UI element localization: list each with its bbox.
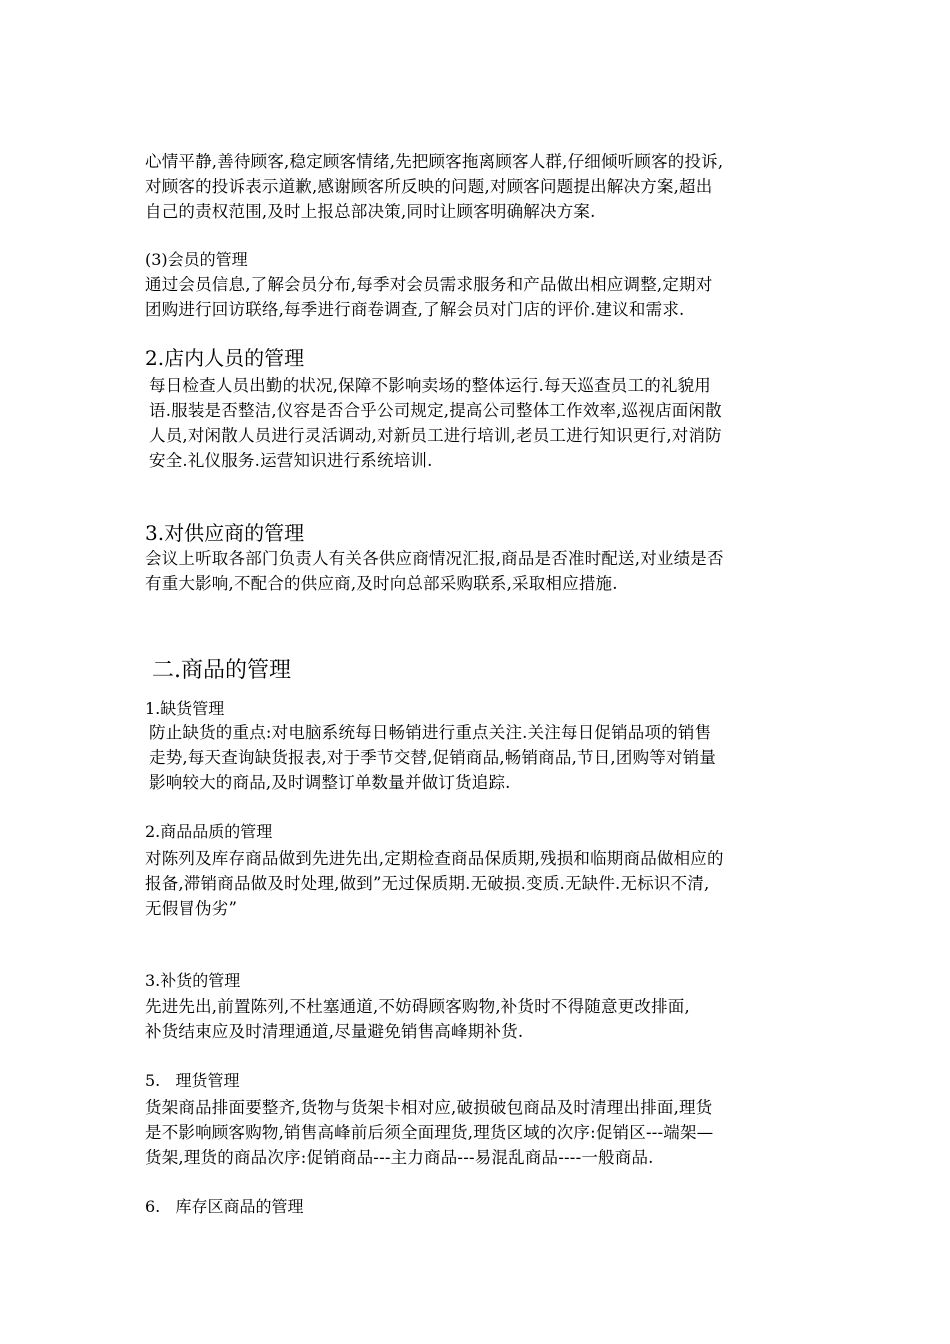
restock-heading: 3.补货的管理 [145, 971, 241, 990]
storage-heading: 6. 库存区商品的管理 [145, 1197, 304, 1216]
supplier-heading: 3.对供应商的管理 [145, 521, 305, 545]
text-line: 会议上听取各部门负责人有关各供应商情况汇报,商品是否准时配送,对业绩是否 [145, 549, 724, 568]
text-line: 走势,每天查询缺货报表,对于季节交替,促销商品,畅销商品,节日,团购等对销量 [149, 748, 717, 767]
text-line: 语.服装是否整洁,仪容是否合乎公司规定,提高公司整体工作效率,巡视店面闲散 [149, 401, 722, 420]
text-line: 货架商品排面要整齐,货物与货架卡相对应,破损破包商品及时清理出排面,理货 [145, 1098, 713, 1117]
section-heading-goods: 二.商品的管理 [152, 658, 291, 683]
text-line: 补货结束应及时清理通道,尽量避免销售高峰期补货. [145, 1022, 524, 1041]
text-line: 货架,理货的商品次序:促销商品---主力商品---易混乱商品----一般商品. [145, 1148, 654, 1167]
arrange-heading: 5. 理货管理 [145, 1071, 240, 1090]
text-line: 安全.礼仪服务.运营知识进行系统培训. [149, 451, 433, 470]
shortage-paragraph [145, 720, 819, 795]
text-line: 对顾客的投诉表示道歉,感谢顾客所反映的问题,对顾客问题提出解决方案,超出 [145, 177, 713, 196]
text-line: 先进先出,前置陈列,不杜塞通道,不妨碍顾客购物,补货时不得随意更改排面, [145, 997, 690, 1016]
arrange-paragraph [145, 1095, 815, 1170]
text-line: 人员,对闲散人员进行灵活调动,对新员工进行培训,老员工进行知识更行,对消防 [149, 426, 722, 445]
intro-paragraph [145, 149, 815, 224]
restock-paragraph [145, 994, 815, 1044]
staff-paragraph [145, 373, 819, 473]
member-paragraph [145, 272, 815, 322]
staff-heading: 2.店内人员的管理 [145, 346, 305, 370]
quality-paragraph [145, 846, 815, 921]
text-line: 团购进行回访联络,每季进行商卷调查,了解会员对门店的评价.建议和需求. [145, 300, 685, 319]
text-line: 防止缺货的重点:对电脑系统每日畅销进行重点关注.关注每日促销品项的销售 [149, 723, 712, 742]
text-line: 自己的责权范围,及时上报总部决策,同时让顾客明确解决方案. [145, 202, 596, 221]
text-line: 心情平静,善待顾客,稳定顾客情绪,先把顾客拖离顾客人群,仔细倾听顾客的投诉, [145, 152, 724, 171]
text-line: 通过会员信息,了解会员分布,每季对会员需求服务和产品做出相应调整,定期对 [145, 275, 713, 294]
text-line: 影响较大的商品,及时调整订单数量并做订货追踪. [149, 773, 511, 792]
text-line: 是不影响顾客购物,销售高峰前后须全面理货,理货区域的次序:促销区---端架— [145, 1123, 714, 1142]
supplier-paragraph [145, 546, 815, 596]
shortage-heading: 1.缺货管理 [145, 699, 225, 718]
text-line: 对陈列及库存商品做到先进先出,定期检查商品保质期,残损和临期商品做相应的 [145, 849, 724, 868]
quality-heading: 2.商品品质的管理 [145, 822, 273, 841]
text-line: 每日检查人员出勤的状况,保障不影响卖场的整体运行.每天巡查员工的礼貌用 [149, 376, 711, 395]
text-line: 报备,滞销商品做及时处理,做到”无过保质期.无破损.变质.无缺件.无标识不清, [145, 874, 710, 893]
text-line: 有重大影响,不配合的供应商,及时向总部采购联系,采取相应措施. [145, 574, 618, 593]
text-line: 无假冒伪劣” [145, 899, 238, 918]
member-heading: (3)会员的管理 [145, 250, 248, 269]
